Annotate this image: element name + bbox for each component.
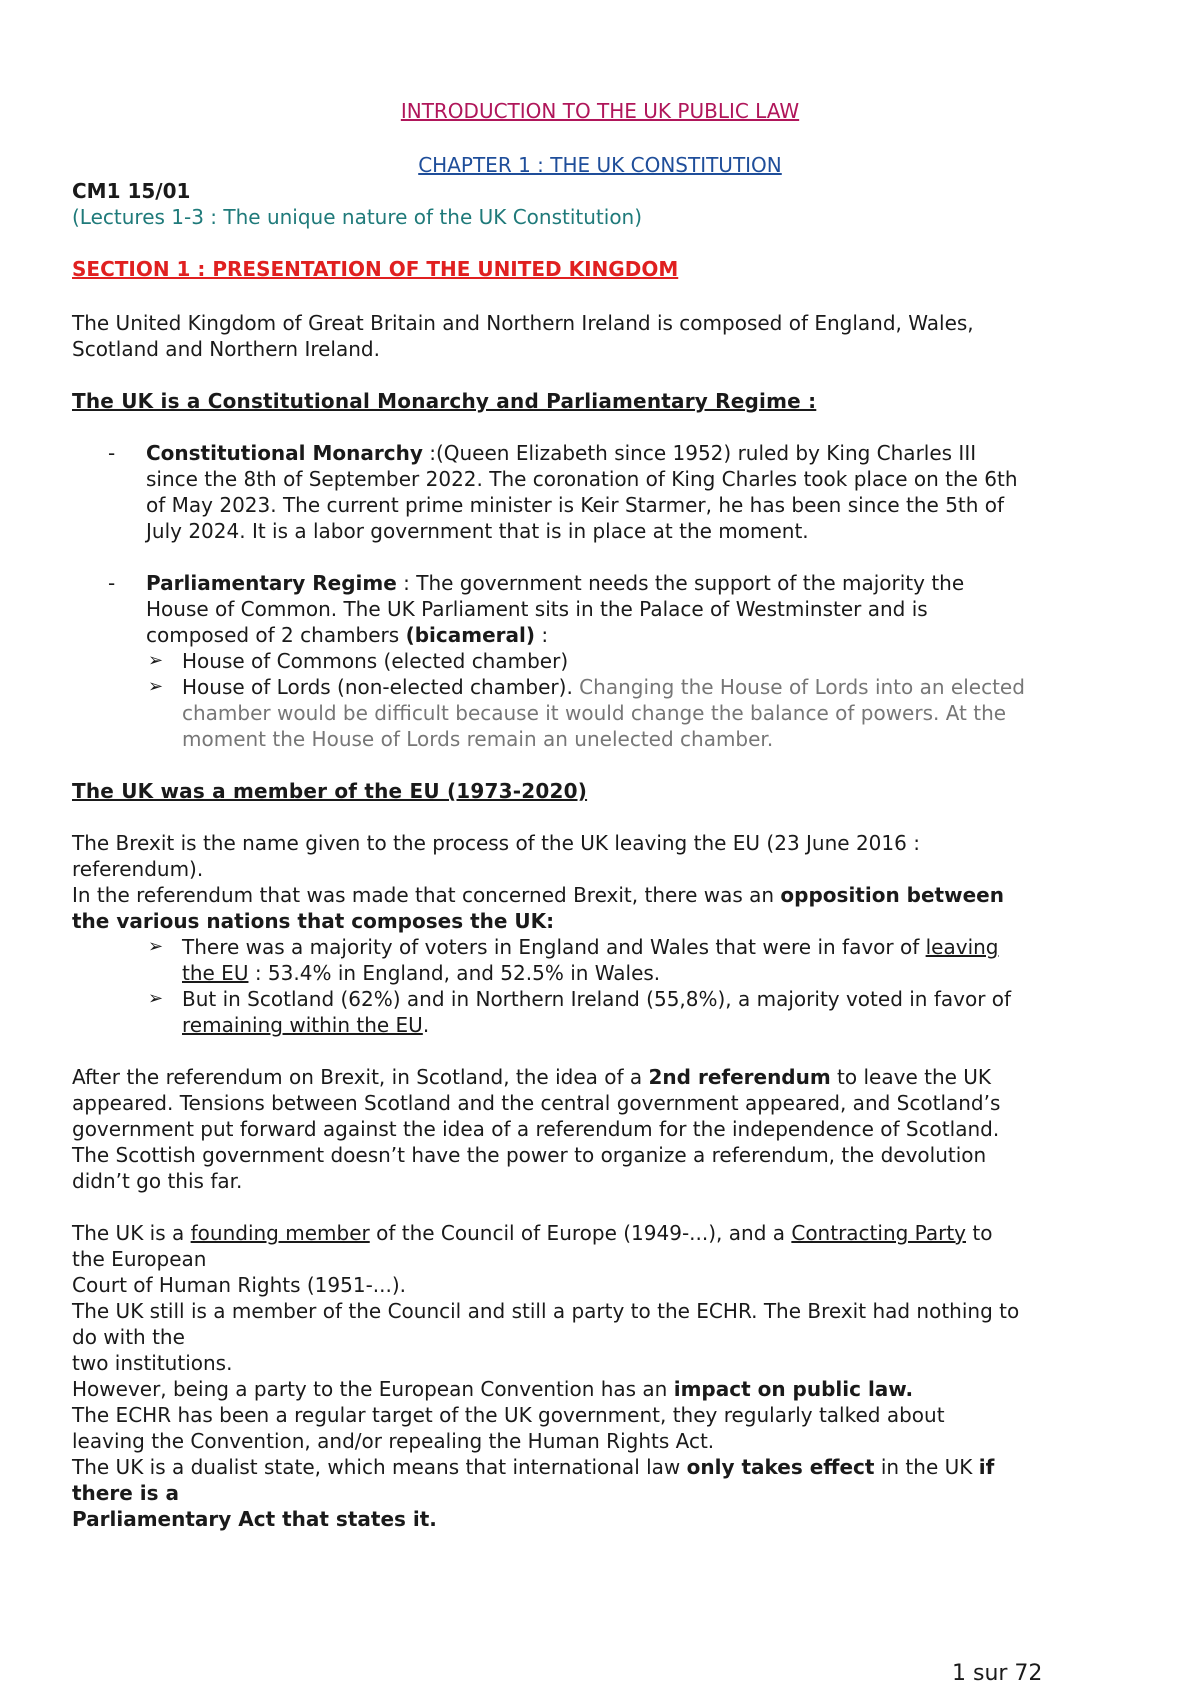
intro-line-2: Scotland and Northern Ireland. [72, 337, 380, 361]
commons-line: House of Commons (elected chamber) [182, 649, 569, 673]
monarchy-heading: The UK is a Constitutional Monarchy and Parliamentary Regime : [72, 389, 817, 413]
brexit-line-1: The Brexit is the name given to the process of the UK leaving the EU (23 June 2016 : [72, 831, 920, 855]
section-heading: SECTION 1 : PRESENTATION OF THE UNITED KINGDOM [72, 257, 679, 281]
monarchy-term: Constitutional Monarchy [146, 441, 423, 465]
course-code: CM1 15/01 [72, 179, 191, 203]
monarchy-line-1: Constitutional Monarchy :(Queen Elizabeth since 1952) ruled by King Charles III [146, 441, 977, 465]
leave-line-1: There was a majority of voters in England and Wales that were in favor of leaving [182, 935, 999, 959]
coe-line-7: However, being a party to the European Convention has an impact on public law. [72, 1377, 914, 1401]
dash-bullet: - [108, 441, 116, 465]
coe-line-5: do with the [72, 1325, 185, 1349]
regime-line-1: Parliamentary Regime : The government needs the support of the majority the [146, 571, 965, 595]
arrow-bullet-icon: ➢ [148, 676, 164, 697]
arrow-bullet-icon: ➢ [148, 988, 164, 1009]
lectures-subtitle: (Lectures 1-3 : The unique nature of the UK Constitution) [72, 205, 643, 229]
dash-bullet: - [108, 571, 116, 595]
coe-line-8: The ECHR has been a regular target of the UK government, they regularly talked about [72, 1403, 945, 1427]
after-line-1: After the referendum on Brexit, in Scotland, the idea of a 2nd referendum to leave the UK [72, 1065, 992, 1089]
after-line-2: appeared. Tensions between Scotland and the central government appeared, and Scotland’s [72, 1091, 1001, 1115]
brexit-line-2: referendum). [72, 857, 204, 881]
coe-line-2: the European [72, 1247, 207, 1271]
intro-line-1: The United Kingdom of Great Britain and Northern Ireland is composed of England, Wales, [72, 311, 974, 335]
arrow-bullet-icon: ➢ [148, 650, 164, 671]
document-title: INTRODUCTION TO THE UK PUBLIC LAW [400, 99, 800, 123]
brexit-line-3: In the referendum that was made that concerned Brexit, there was an opposition between [72, 883, 1004, 907]
lords-line-2: chamber would be difficult because it would change the balance of powers. At the [182, 701, 1007, 725]
after-line-5: didn’t go this far. [72, 1169, 243, 1193]
chapter-title: CHAPTER 1 : THE UK CONSTITUTION [418, 153, 782, 177]
regime-line-3: composed of 2 chambers (bicameral) : [146, 623, 549, 647]
remain-line-2: remaining within the EU. [182, 1013, 430, 1037]
brexit-line-4: the various nations that composes the UK: [72, 909, 555, 933]
coe-line-10: The UK is a dualist state, which means that international law only takes effect in the UK if [72, 1455, 995, 1479]
monarchy-line-3: of May 2023. The current prime minister is Keir Starmer, he has been since the 5th of [146, 493, 1005, 517]
after-line-3: government put forward against the idea of a referendum for the independence of Scotland. [72, 1117, 1000, 1141]
after-line-4: The Scottish government doesn’t have the power to organize a referendum, the devolution [72, 1143, 987, 1167]
remain-line-1: But in Scotland (62%) and in Northern Ireland (55,8%), a majority voted in favor of [182, 987, 1012, 1011]
coe-line-1: The UK is a founding member of the Council of Europe (1949-...), and a Contracting Party to [72, 1221, 993, 1245]
coe-line-11: there is a [72, 1481, 179, 1505]
page-number: 1 sur 72 [952, 1661, 1043, 1686]
leave-line-2: the EU : 53.4% in England, and 52.5% in Wales. [182, 961, 661, 985]
eu-heading: The UK was a member of the EU (1973-2020) [72, 779, 588, 803]
coe-line-6: two institutions. [72, 1351, 233, 1375]
coe-line-12: Parliamentary Act that states it. [72, 1507, 437, 1531]
lords-line-1: House of Lords (non-elected chamber). Changing the House of Lords into an elected [182, 675, 1025, 699]
coe-line-4: The UK still is a member of the Council and still a party to the ECHR. The Brexit had nothing to [72, 1299, 1020, 1323]
regime-line-2: House of Common. The UK Parliament sits in the Palace of Westminster and is [146, 597, 928, 621]
arrow-bullet-icon: ➢ [148, 936, 164, 957]
coe-line-3: Court of Human Rights (1951-...). [72, 1273, 407, 1297]
lords-line-3: moment the House of Lords remain an unelected chamber. [182, 727, 774, 751]
monarchy-line-2: since the 8th of September 2022. The coronation of King Charles took place on the 6th [146, 467, 1018, 491]
regime-term: Parliamentary Regime [146, 571, 397, 595]
monarchy-line-4: July 2024. It is a labor government that is in place at the moment. [146, 519, 809, 543]
coe-line-9: leaving the Convention, and/or repealing the Human Rights Act. [72, 1429, 715, 1453]
